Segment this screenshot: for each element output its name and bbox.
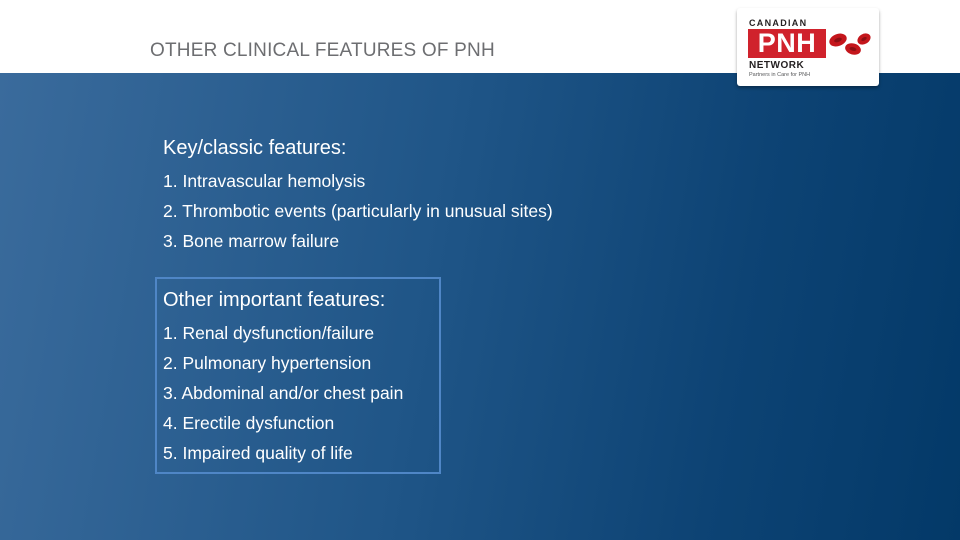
key-feature-item: 2. Thrombotic events (particularly in unusual sites) bbox=[163, 201, 553, 221]
logo-tagline: Partners in Care for PNH bbox=[749, 72, 811, 78]
other-features-section bbox=[163, 288, 403, 468]
other-feature-item: 2. Pulmonary hypertension bbox=[163, 353, 372, 373]
logo-canadian-text: CANADIAN bbox=[749, 18, 808, 28]
other-features-heading: Other important features: bbox=[163, 289, 386, 311]
red-blood-cells-icon bbox=[827, 29, 873, 59]
other-feature-item: 5. Impaired quality of life bbox=[163, 443, 353, 463]
slide-title: OTHER CLINICAL FEATURES OF PNH bbox=[150, 40, 495, 61]
key-features-heading: Key/classic features: bbox=[163, 137, 347, 159]
logo-network-text: NETWORK bbox=[749, 60, 805, 71]
canadian-pnh-network-logo bbox=[737, 8, 879, 86]
other-feature-item: 4. Erectile dysfunction bbox=[163, 413, 335, 433]
key-feature-item: 3. Bone marrow failure bbox=[163, 231, 340, 251]
other-feature-item: 3. Abdominal and/or chest pain bbox=[163, 383, 404, 403]
key-feature-item: 1. Intravascular hemolysis bbox=[163, 171, 366, 191]
other-feature-item: 1. Renal dysfunction/failure bbox=[163, 323, 375, 343]
key-features-section bbox=[163, 136, 553, 256]
logo-pnh-text: PNH bbox=[748, 29, 826, 58]
